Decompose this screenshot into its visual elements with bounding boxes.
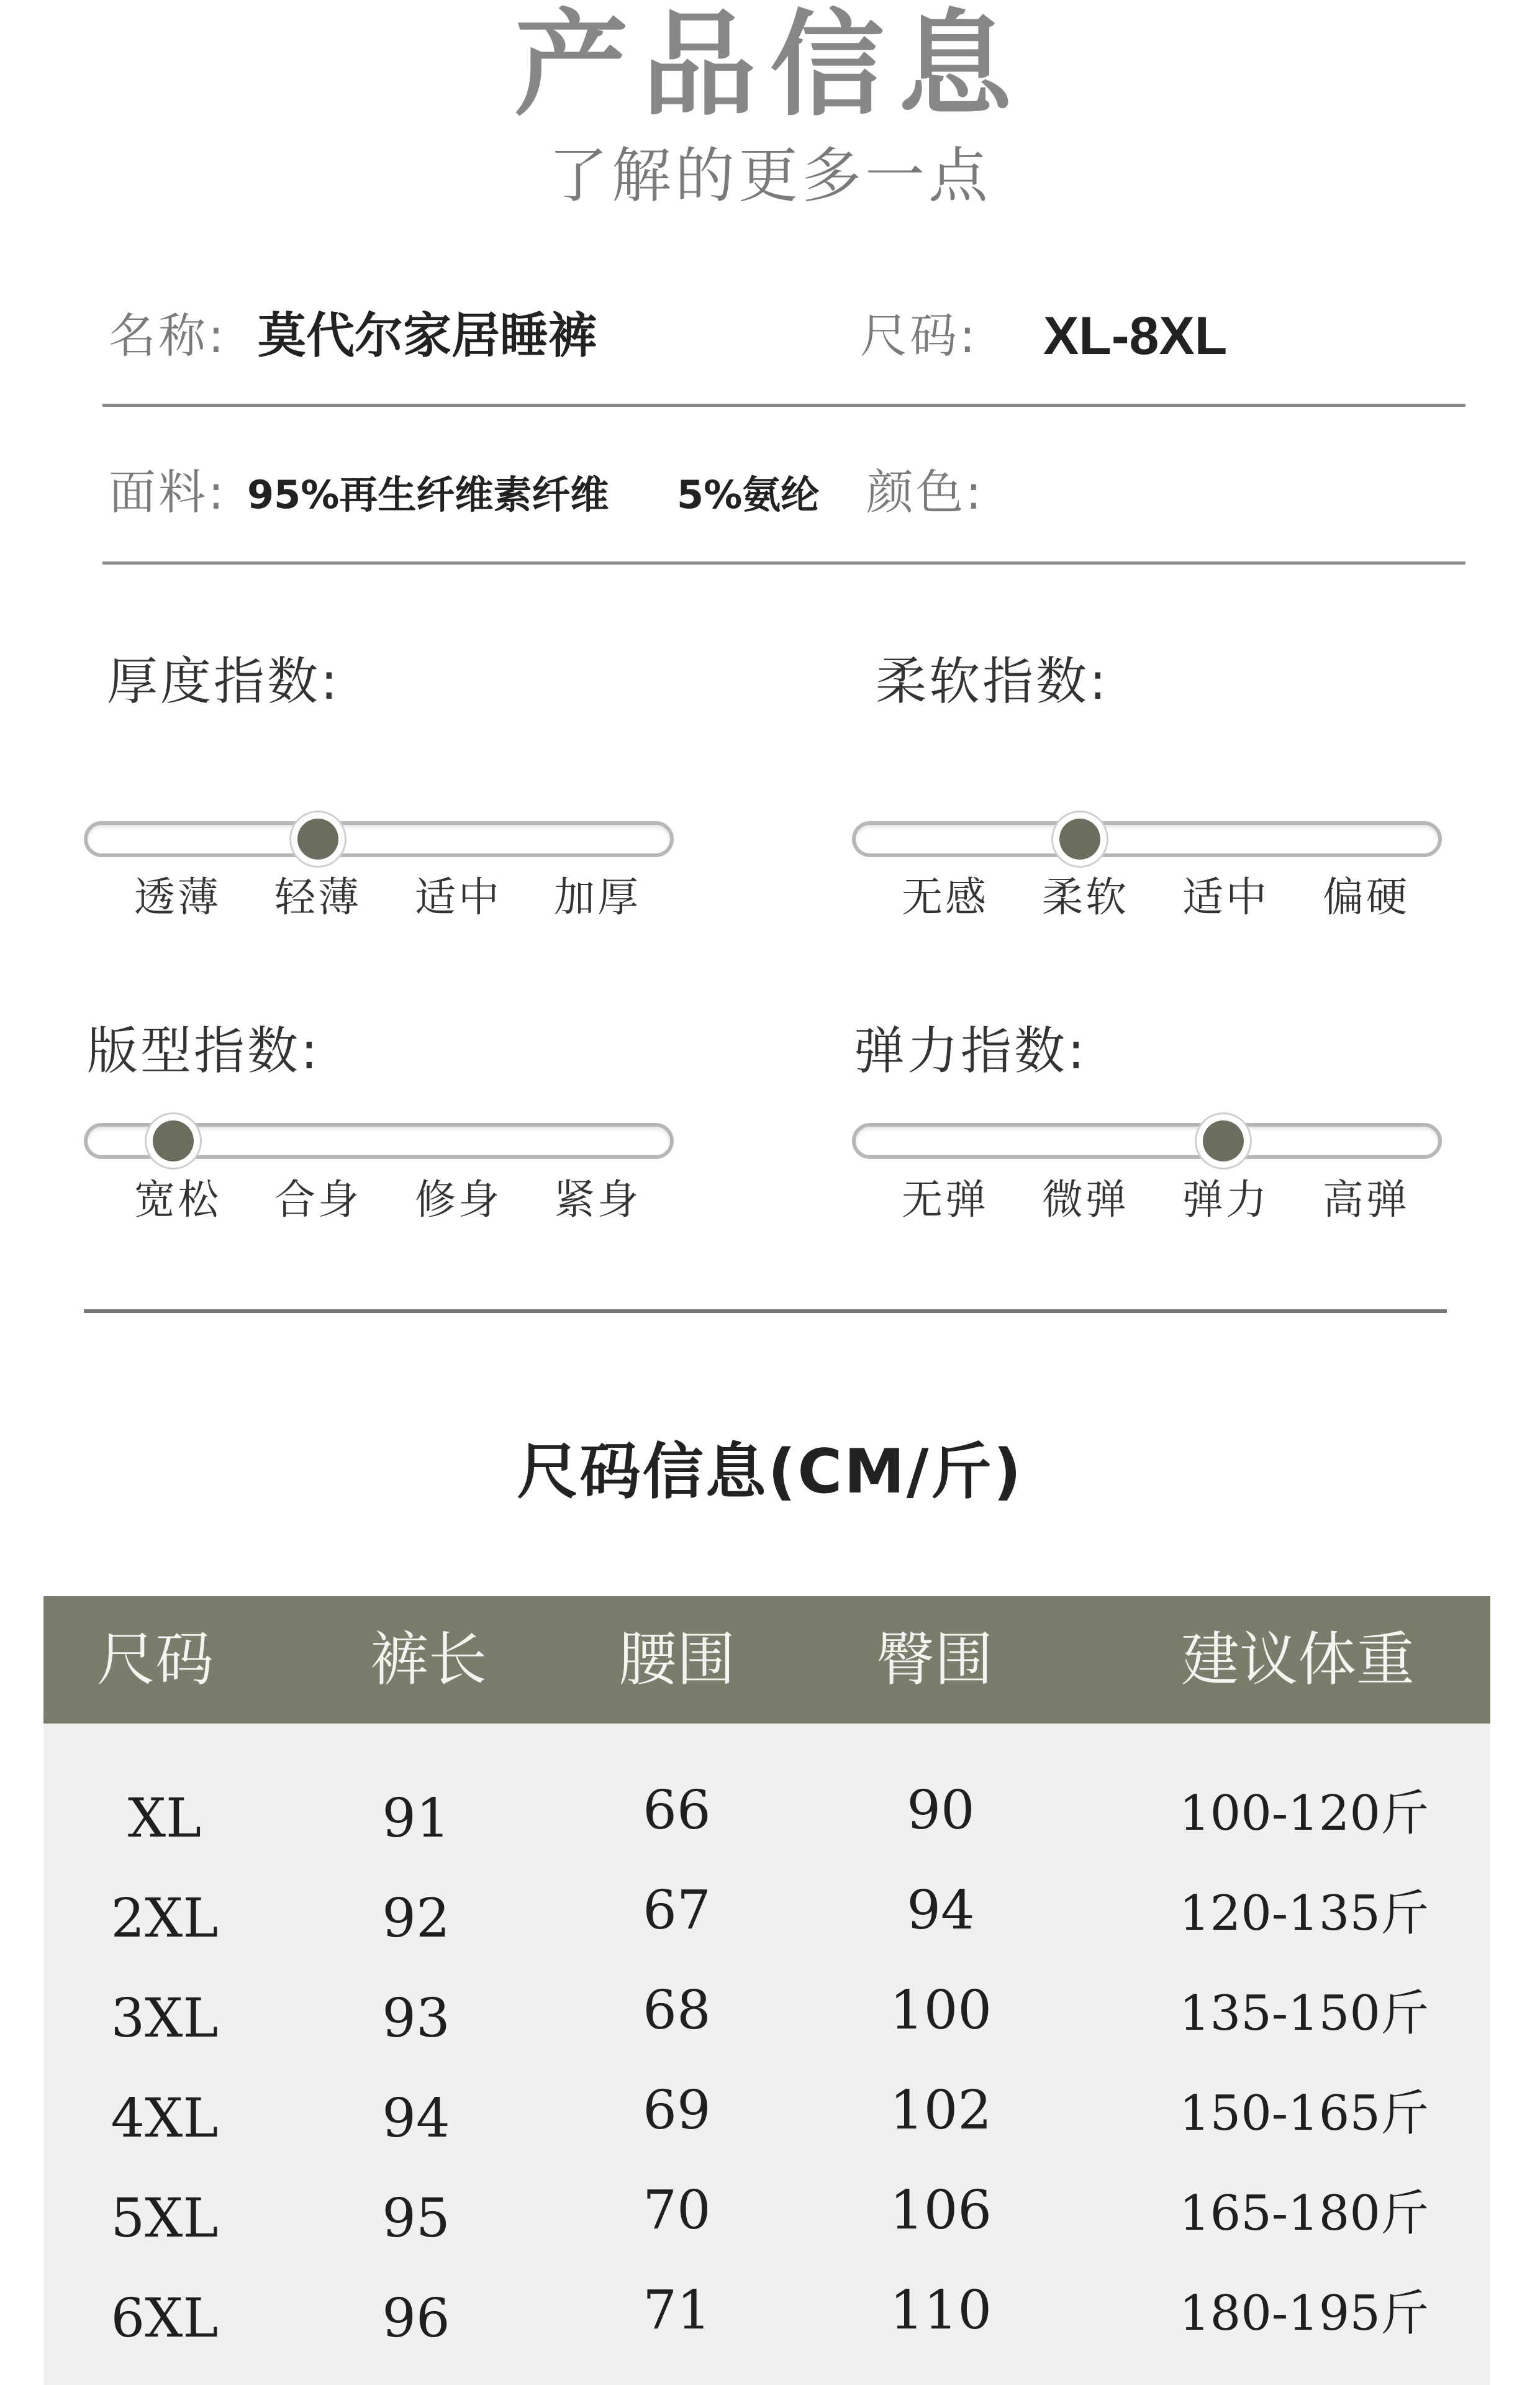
- table-cell-hip: 94: [907, 1879, 975, 1942]
- table-cell-waist: 68: [643, 1979, 711, 2042]
- table-cell-weight: 120-135斤: [1179, 1886, 1429, 1942]
- table-cell-size: 4XL: [111, 2087, 219, 2150]
- elasticity-slider-knob: [1203, 1120, 1244, 1161]
- thickness-slider-track: [84, 821, 674, 857]
- thickness-slider-knob: [297, 819, 338, 860]
- softness-slider-track: [852, 821, 1442, 857]
- size-table-title: 尺码信息(CM/斤): [517, 1437, 1023, 1507]
- section-divider: [84, 1309, 1447, 1313]
- table-cell-waist: 66: [643, 1779, 711, 1842]
- elasticity-tick: 弹力: [1182, 1176, 1269, 1224]
- fabric-value-secondary: 5%氨纶: [677, 472, 820, 517]
- table-cell-waist: 67: [643, 1879, 711, 1942]
- info-divider-2: [102, 561, 1465, 565]
- table-cell-length: 93: [382, 1988, 450, 2050]
- table-cell-hip: 100: [889, 1979, 992, 2042]
- table-cell-waist: 71: [643, 2279, 711, 2342]
- fit-tick: 宽松: [134, 1176, 221, 1224]
- table-cell-weight: 100-120斤: [1179, 1786, 1429, 1842]
- thickness-tick: 加厚: [554, 873, 641, 921]
- elasticity-tick: 无弹: [902, 1176, 989, 1224]
- fit-tick: 修身: [415, 1176, 502, 1224]
- softness-tick: 偏硬: [1323, 873, 1410, 921]
- table-cell-size: 5XL: [111, 2187, 219, 2250]
- header-weight: 建议体重: [1180, 1626, 1415, 1694]
- table-cell-hip: 106: [889, 2179, 992, 2242]
- fabric-label: 面料:: [109, 465, 227, 520]
- info-divider-1: [102, 404, 1465, 407]
- table-cell-length: 94: [382, 2087, 450, 2150]
- page-subtitle: 了解的更多一点: [548, 141, 992, 211]
- table-cell-length: 92: [382, 1888, 450, 1950]
- color-label: 颜色:: [866, 465, 984, 520]
- table-cell-weight: 180-195斤: [1179, 2286, 1429, 2342]
- elasticity-tick: 高弹: [1323, 1176, 1410, 1224]
- name-value: 莫代尔家居睡裤: [258, 308, 597, 364]
- softness-tick: 柔软: [1042, 873, 1129, 921]
- thickness-index-label: 厚度指数:: [107, 652, 340, 711]
- table-cell-length: 91: [382, 1788, 450, 1850]
- header-waist: 腰围: [618, 1626, 735, 1694]
- table-cell-hip: 90: [907, 1779, 975, 1842]
- table-cell-length: 96: [382, 2287, 450, 2350]
- thickness-tick: 透薄: [134, 873, 221, 921]
- table-cell-size: 6XL: [111, 2287, 219, 2350]
- table-cell-size: 2XL: [111, 1888, 219, 1950]
- size-label: 尺码:: [860, 308, 978, 363]
- softness-index-label: 柔软指数:: [876, 652, 1109, 711]
- header-hip: 臀围: [876, 1626, 993, 1694]
- fabric-value-main: 95%再生纤维素纤维: [247, 472, 609, 517]
- name-label: 名称:: [109, 308, 227, 363]
- table-cell-size: 3XL: [111, 1988, 219, 2050]
- table-cell-weight: 150-165斤: [1179, 2086, 1429, 2142]
- softness-tick: 无感: [902, 873, 989, 921]
- table-cell-waist: 69: [643, 2079, 711, 2142]
- page-title: 产品信息: [514, 0, 1026, 132]
- fit-index-label: 版型指数:: [87, 1022, 320, 1081]
- elasticity-slider-track: [852, 1123, 1442, 1159]
- table-cell-waist: 70: [643, 2179, 711, 2242]
- elasticity-index-label: 弹力指数:: [854, 1022, 1087, 1081]
- elasticity-tick: 微弹: [1042, 1176, 1129, 1224]
- table-cell-size: XL: [127, 1788, 202, 1850]
- header-length: 裤长: [369, 1626, 487, 1694]
- fit-tick: 紧身: [554, 1176, 641, 1224]
- table-cell-hip: 102: [889, 2079, 992, 2142]
- thickness-tick: 适中: [415, 873, 502, 921]
- softness-tick: 适中: [1182, 873, 1269, 921]
- header-size: 尺码: [96, 1626, 214, 1694]
- table-cell-weight: 135-150斤: [1179, 1986, 1429, 2042]
- table-cell-weight: 165-180斤: [1179, 2186, 1429, 2242]
- table-cell-length: 95: [382, 2187, 450, 2250]
- fit-tick: 合身: [274, 1176, 361, 1224]
- softness-slider-knob: [1059, 819, 1100, 860]
- thickness-tick: 轻薄: [274, 873, 361, 921]
- fit-slider-knob: [153, 1120, 194, 1161]
- table-cell-hip: 110: [889, 2279, 992, 2342]
- size-value: XL-8XL: [1043, 306, 1228, 366]
